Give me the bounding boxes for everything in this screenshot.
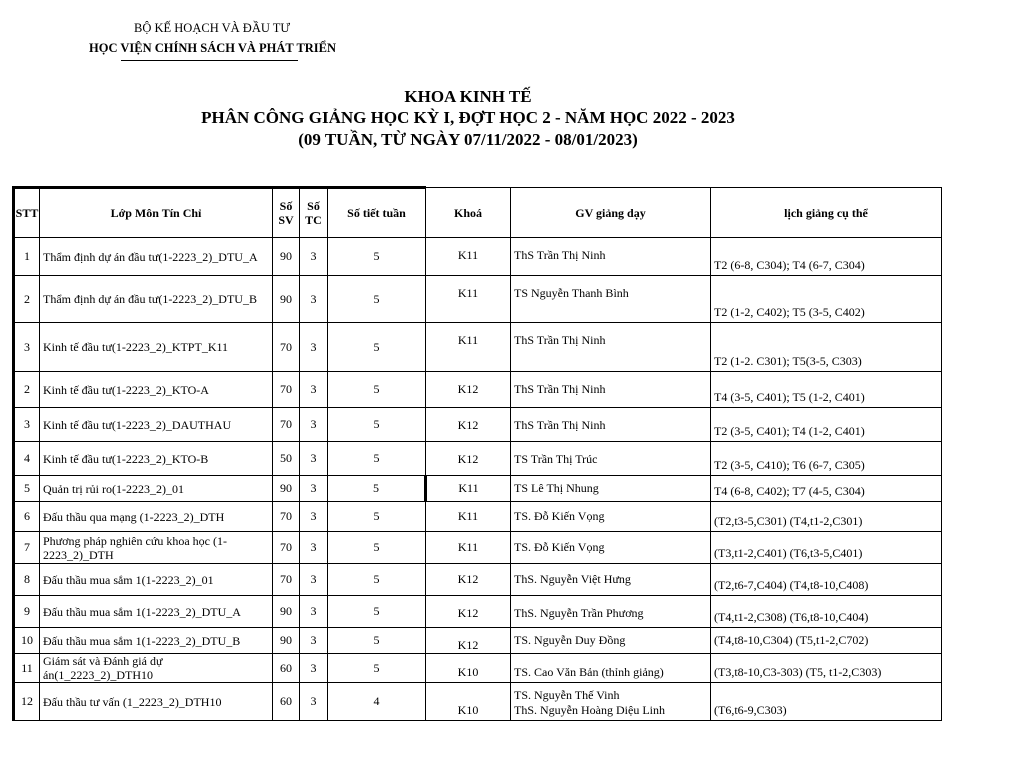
cell-class-name: Kinh tế đầu tư(1-2223_2)_KTPT_K11 [40, 323, 273, 372]
lecturer-name: ThS. Nguyễn Việt Hưng [514, 572, 631, 586]
cell-lecturer [511, 532, 711, 564]
cell-credits: 3 [300, 323, 328, 372]
lecturer-name: ThS Trần Thị Ninh [514, 333, 606, 347]
cell-class-name: Thẩm định dự án đầu tư(1-2223_2)_DTU_B [40, 276, 273, 323]
cell-cohort: K11 [426, 476, 511, 502]
cell-periods: 5 [328, 532, 426, 564]
cell-lecturer [511, 442, 711, 476]
cell-lecturer [511, 683, 711, 721]
cell-schedule: (T4,t1-2,C308) (T6,t8-10,C404) [711, 596, 942, 628]
cell-lecturer [511, 323, 711, 372]
header-underline [121, 60, 298, 61]
cell-cohort: K12 [426, 442, 511, 476]
col-header-students-l1: Số [279, 199, 293, 213]
col-header-credits [300, 188, 328, 238]
cell-cohort: K11 [426, 502, 511, 532]
lecturer-name: ThS. Nguyễn Trần Phương [514, 606, 644, 620]
cell-cohort: K12 [426, 628, 511, 654]
cell-stt: 4 [14, 442, 40, 476]
cell-periods: 5 [328, 238, 426, 276]
lecturer-name: ThS Trần Thị Ninh [514, 382, 606, 396]
cell-cohort: K11 [426, 532, 511, 564]
cell-lecturer [511, 502, 711, 532]
cell-stt: 5 [14, 476, 40, 502]
cell-credits: 3 [300, 532, 328, 564]
cell-class-name: Đấu thầu qua mạng (1-2223_2)_DTH [40, 502, 273, 532]
cell-schedule: (T2,t6-7,C404) (T4,t8-10,C408) [711, 564, 942, 596]
table-row [14, 564, 942, 596]
cell-stt: 6 [14, 502, 40, 532]
col-header-students [273, 188, 300, 238]
cell-periods: 5 [328, 596, 426, 628]
table-row [14, 408, 942, 442]
cell-students: 70 [273, 408, 300, 442]
cell-lecturer [511, 476, 711, 502]
cell-cohort: K12 [426, 372, 511, 408]
cell-stt: 3 [14, 408, 40, 442]
table-row [14, 276, 942, 323]
cell-class-name: Kinh tế đầu tư(1-2223_2)_KTO-A [40, 372, 273, 408]
cell-periods: 5 [328, 323, 426, 372]
cell-credits: 3 [300, 654, 328, 683]
cell-students: 90 [273, 238, 300, 276]
cell-stt: 2 [14, 372, 40, 408]
cell-class-name: Đấu thầu mua sắm 1(1-2223_2)_DTU_B [40, 628, 273, 654]
cell-schedule: T2 (1-2. C301); T5(3-5, C303) [711, 323, 942, 372]
cell-class-name: Thẩm định dự án đầu tư(1-2223_2)_DTU_A [40, 238, 273, 276]
cell-periods: 5 [328, 276, 426, 323]
cell-students: 90 [273, 596, 300, 628]
cell-students: 90 [273, 276, 300, 323]
cell-periods: 5 [328, 628, 426, 654]
table-row [14, 532, 942, 564]
cell-class-name: Đấu thầu mua sắm 1(1-2223_2)_01 [40, 564, 273, 596]
cell-class-name: Đấu thầu mua sắm 1(1-2223_2)_DTU_A [40, 596, 273, 628]
cell-credits: 3 [300, 276, 328, 323]
lecturer-name: TS Trần Thị Trúc [514, 452, 598, 466]
cell-credits: 3 [300, 502, 328, 532]
cell-cohort: K11 [426, 323, 511, 372]
cell-students: 70 [273, 532, 300, 564]
cell-stt: 12 [14, 683, 40, 721]
cell-credits: 3 [300, 628, 328, 654]
cell-students: 90 [273, 476, 300, 502]
cell-credits: 3 [300, 372, 328, 408]
faculty-title: KHOA KINH TẾ [404, 87, 532, 106]
cell-students: 70 [273, 372, 300, 408]
cell-stt: 9 [14, 596, 40, 628]
cell-class-name: Giám sát và Đánh giá dự án(1_2223_2)_DTH10 [40, 654, 273, 683]
cell-lecturer [511, 564, 711, 596]
lecturer-name: ThS Trần Thị Ninh [514, 248, 606, 262]
cell-periods: 5 [328, 564, 426, 596]
cell-stt: 3 [14, 323, 40, 372]
col-header-credits-l1: Số [307, 199, 320, 213]
lecturer-name-2: ThS. Nguyễn Hoàng Diệu Linh [514, 703, 665, 717]
cell-students: 90 [273, 628, 300, 654]
cell-credits: 3 [300, 442, 328, 476]
col-header-students-l2: SV [278, 213, 294, 227]
cell-cohort: K12 [426, 564, 511, 596]
cell-periods: 5 [328, 372, 426, 408]
cell-schedule: T2 (6-8, C304); T4 (6-7, C304) [711, 238, 942, 276]
lecturer-name: TS Lê Thị Nhung [514, 481, 599, 495]
cell-periods: 4 [328, 683, 426, 721]
cell-credits: 3 [300, 476, 328, 502]
cell-credits: 3 [300, 596, 328, 628]
cell-schedule: (T6,t6-9,C303) [711, 683, 942, 721]
cell-lecturer [511, 238, 711, 276]
table-row [14, 596, 942, 628]
ministry-name: BỘ KẾ HOẠCH VÀ ĐẦU TƯ [134, 21, 291, 35]
cell-lecturer [511, 408, 711, 442]
col-header-periods: Số tiết tuần [328, 188, 426, 238]
cell-cohort: K10 [426, 654, 511, 683]
table-row [14, 323, 942, 372]
cell-stt: 1 [14, 238, 40, 276]
lecturer-name: TS. Đỗ Kiến Vọng [514, 509, 605, 523]
cell-class-name: Đấu thầu tư vấn (1_2223_2)_DTH10 [40, 683, 273, 721]
cell-credits: 3 [300, 238, 328, 276]
table-row [14, 654, 942, 683]
cell-class-name: Kinh tế đầu tư(1-2223_2)_KTO-B [40, 442, 273, 476]
cell-lecturer [511, 276, 711, 323]
cell-stt: 8 [14, 564, 40, 596]
cell-periods: 5 [328, 442, 426, 476]
cell-students: 60 [273, 654, 300, 683]
cell-credits: 3 [300, 564, 328, 596]
col-header-credits-l2: TC [305, 213, 322, 227]
cell-cohort: K12 [426, 408, 511, 442]
teaching-assignment-table [12, 186, 942, 721]
cell-credits: 3 [300, 683, 328, 721]
cell-cohort: K11 [426, 238, 511, 276]
cell-schedule: T4 (6-8, C402); T7 (4-5, C304) [711, 476, 942, 502]
cell-lecturer [511, 372, 711, 408]
cell-class-name: Kinh tế đầu tư(1-2223_2)_DAUTHAU [40, 408, 273, 442]
cell-periods: 5 [328, 502, 426, 532]
cell-students: 50 [273, 442, 300, 476]
col-header-lecturer: GV giảng dạy [511, 188, 711, 238]
cell-schedule: (T3,t8-10,C3-303) (T5, t1-2,C303) [711, 654, 942, 683]
cell-students: 70 [273, 564, 300, 596]
table-row [14, 502, 942, 532]
table-row [14, 442, 942, 476]
cell-periods: 5 [328, 476, 426, 502]
cell-lecturer [511, 654, 711, 683]
cell-cohort: K11 [426, 276, 511, 323]
period-subtitle: (09 TUẦN, TỪ NGÀY 07/11/2022 - 08/01/2023) [298, 130, 638, 149]
table-row [14, 238, 942, 276]
assignment-title: PHÂN CÔNG GIẢNG HỌC KỲ I, ĐỢT HỌC 2 - NĂM HỌC 2022 - 2023 [201, 108, 735, 127]
table-row [14, 628, 942, 654]
cell-schedule: (T2,t3-5,C301) (T4,t1-2,C301) [711, 502, 942, 532]
cell-students: 70 [273, 323, 300, 372]
table-row [14, 683, 942, 721]
lecturer-name: TS. Nguyễn Duy Đồng [514, 633, 626, 647]
lecturer-name: TS. Nguyễn Thế Vinh [514, 688, 620, 702]
lecturer-name: TS Nguyễn Thanh Bình [514, 286, 629, 300]
cell-students: 60 [273, 683, 300, 721]
cell-schedule: T4 (3-5, C401); T5 (1-2, C401) [711, 372, 942, 408]
cell-class-name: Phương pháp nghiên cứu khoa học (1-2223_2)_DTH [40, 532, 273, 564]
col-header-schedule: lịch giảng cụ thể [711, 188, 942, 238]
table-row [14, 372, 942, 408]
cell-schedule: T2 (1-2, C402); T5 (3-5, C402) [711, 276, 942, 323]
cell-lecturer [511, 628, 711, 654]
col-header-cohort: Khoá [426, 188, 511, 238]
lecturer-name: TS. Cao Văn Bản (thỉnh giảng) [514, 665, 664, 679]
cell-periods: 5 [328, 408, 426, 442]
cell-periods: 5 [328, 654, 426, 683]
cell-schedule: T2 (3-5, C410); T6 (6-7, C305) [711, 442, 942, 476]
col-header-class: Lớp Môn Tín Chỉ [40, 188, 273, 238]
lecturer-name: TS. Đỗ Kiến Vọng [514, 540, 605, 554]
table-row [14, 476, 942, 502]
cell-schedule: (T3,t1-2,C401) (T6,t3-5,C401) [711, 532, 942, 564]
cell-cohort: K10 [426, 683, 511, 721]
cell-stt: 10 [14, 628, 40, 654]
cell-credits: 3 [300, 408, 328, 442]
cell-schedule: (T4,t8-10,C304) (T5,t1-2,C702) [711, 628, 942, 654]
cell-stt: 11 [14, 654, 40, 683]
cell-cohort: K12 [426, 596, 511, 628]
cell-schedule: T2 (3-5, C401); T4 (1-2, C401) [711, 408, 942, 442]
header-row [14, 188, 942, 238]
institute-name: HỌC VIỆN CHÍNH SÁCH VÀ PHÁT TRIỂN [89, 41, 337, 55]
cell-lecturer [511, 596, 711, 628]
col-header-stt: STT [14, 188, 40, 238]
cell-students: 70 [273, 502, 300, 532]
lecturer-name: ThS Trần Thị Ninh [514, 418, 606, 432]
cell-stt: 7 [14, 532, 40, 564]
cell-class-name: Quản trị rủi ro(1-2223_2)_01 [40, 476, 273, 502]
cell-stt: 2 [14, 276, 40, 323]
